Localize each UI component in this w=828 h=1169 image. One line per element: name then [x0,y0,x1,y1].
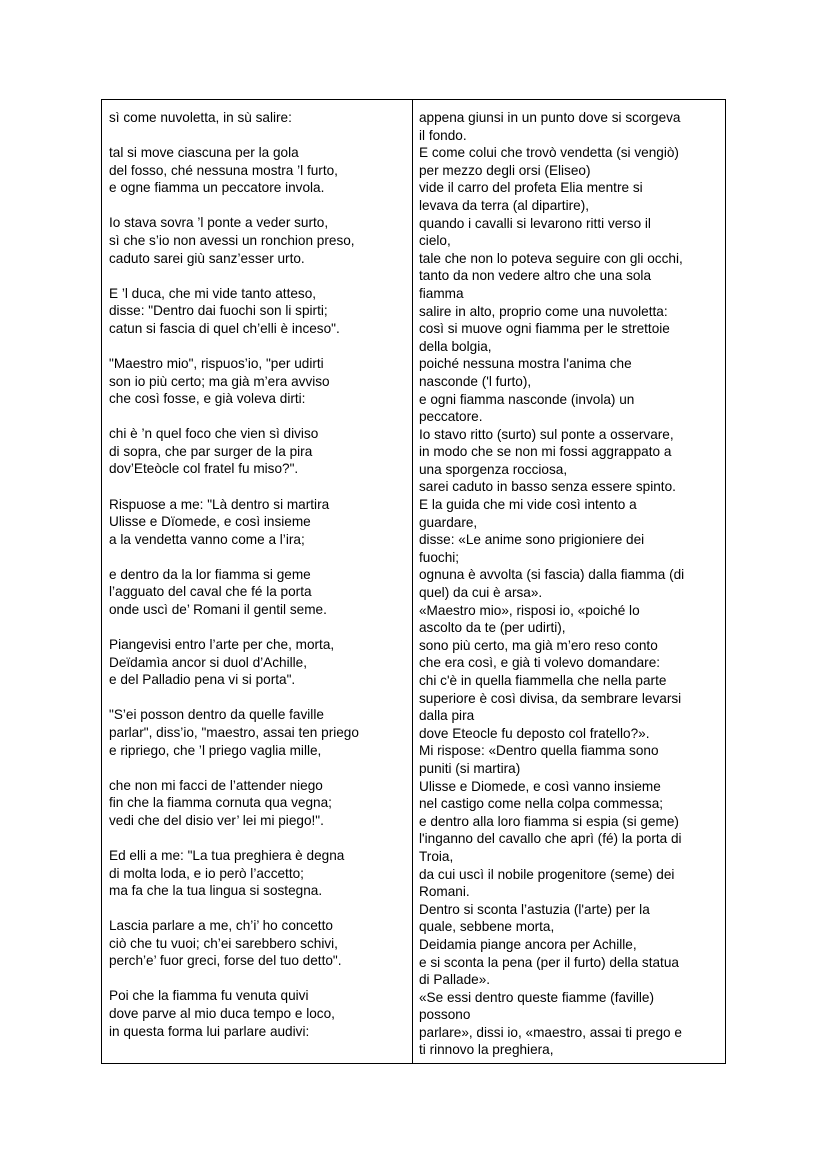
verse-line: e ogne fiamma un peccatore invola. [109,180,325,196]
verse-line: e dentro da la lor fiamma si geme [109,566,311,582]
paraphrase-line: tale che non lo poteva seguire con gli occhi, [419,250,683,266]
verse-line: tal si move ciascuna per la gola [109,145,299,161]
paraphrase-line: appena giunsi in un punto dove si scorgeva [419,110,681,125]
paraphrase-line: e ogni fiamma nasconde (invola) un [419,391,635,407]
paraphrase-line: che era così, e già ti volevo domandare: [419,655,661,671]
paraphrase-line: fuochi; [419,549,460,565]
paraphrase-line: peccatore. [419,409,483,425]
paraphrase-line: E la guida che mi vide così intento a [419,497,637,513]
paraphrase-line: sarei caduto in basso senza essere spinto. [419,479,676,495]
paraphrase-line: guardare, [419,514,478,530]
verse-line: di molta loda, e io però l’accetto; [109,865,304,881]
verse-line: dove parve al mio duca tempo e loco, [109,1006,335,1022]
paraphrase-line: superiore è così divisa, da sembrare levarsi [419,690,682,706]
paraphrase-line: per mezzo degli orsi (Eliseo) [419,162,591,178]
verse-line: in questa forma lui parlare audivi: [109,1023,310,1039]
verse-line: parlar", diss’io, "maestro, assai ten priego [109,724,359,740]
tercet [109,566,406,619]
verse-line: Piangevisi entro l’arte per che, morta, [109,637,335,653]
paraphrase-line: Deidamia piange ancora per Achille, [419,936,637,952]
verse-line: onde uscì de’ Romani il gentil seme. [109,601,327,617]
paraphrase-line: levava da terra (al dipartire), [419,197,589,213]
verse-line: E ’l duca, che mi vide tanto atteso, [109,285,317,301]
paraphrase-line: puniti (si martira) [419,760,521,776]
paraphrase-column [413,100,725,1063]
paraphrase-line: «Se essi dentro queste fiamme (faville) [419,989,654,1005]
tercet [109,285,406,338]
verse-line: Rispuose a me: "Là dentro si martira [109,496,330,512]
paraphrase-line: ascolto da te (per udirti), [419,620,566,636]
paraphrase-line: quel) da cui è arsa». [419,585,543,601]
tercet [109,214,406,267]
paraphrase-line: parlare», dissi io, «maestro, assai ti prego e [419,1024,682,1040]
tercet [109,109,406,127]
paraphrase-line: dove Eteocle fu deposto col fratello?». [419,725,650,741]
paraphrase-line: così si muove ogni fiamma per le strettoie [419,321,670,337]
paraphrase-line: Troia, [419,848,454,864]
paraphrase-line: nel castigo come nella colpa commessa; [419,796,664,812]
paraphrase-line: salire in alto, proprio come una nuvoletta: [419,303,668,319]
paraphrase-line: poiché nessuna mostra l'anima che [419,356,632,372]
verse-line: Ed elli a me: "La tua preghiera è degna [109,847,345,863]
paraphrase-line: quale, sebbene morta, [419,919,555,935]
paraphrase-line: dalla pira [419,708,475,724]
tercet [109,425,406,478]
verse-comparison-table [101,99,726,1064]
paraphrase-line: nasconde ('l furto), [419,373,532,389]
paraphrase-line: Ulisse e Diomede, e così vanno insieme [419,778,661,794]
paraphrase-line: sono più certo, ma già m’ero reso conto [419,637,658,653]
verse-line: caduto sarei giù sanz’esser urto. [109,250,305,266]
verse-line: ciò che tu vuoi; ch’ei sarebbero schivi, [109,935,338,951]
verse-line: dov’Eteòcle col fratel fu miso?". [109,461,299,477]
paraphrase-line: e dentro alla loro fiamma si espia (si geme) [419,813,679,829]
tercet [109,987,406,1040]
verse-line: e ripriego, che ’l priego vaglia mille, [109,742,322,758]
paraphrase-line: fiamma [419,285,464,301]
paraphrase-line: Romani. [419,884,470,900]
paraphrase-line: della bolgia, [419,338,492,354]
verse-line: Lascia parlare a me, ch’i’ ho concetto [109,918,333,934]
verse-line: Ulisse e Dïomede, e così insieme [109,514,311,530]
verse-line: sì come nuvoletta, in sù salire: [109,110,292,125]
paraphrase-line: quando i cavalli si levarono ritti verso il [419,215,651,231]
verse-line: disse: "Dentro dai fuochi son li spirti; [109,303,328,319]
paraphrase-line: chi c'è in quella fiammella che nella parte [419,673,667,688]
verse-line: perch’e’ fuor greci, forse del tuo detto". [109,953,342,969]
verse-line: che non mi facci de l’attender niego [109,777,323,793]
paraphrase-line: tanto da non vedere altro che una sola [419,268,652,284]
paraphrase-line: ti rinnovo la preghiera, [419,1042,554,1058]
verse-line: sì che s’io non avessi un ronchion preso, [109,232,355,248]
tercet [109,496,406,549]
tercet [109,847,406,900]
tercet [109,636,406,689]
paraphrase-line: cielo, [419,233,451,249]
verse-line: fin che la fiamma cornuta qua vegna; [109,795,332,811]
tercet [109,355,406,408]
tercet [109,144,406,197]
verse-line: che così fosse, e già voleva dirti: [109,391,306,407]
verse-line: Poi che la fiamma fu venuta quivi [109,988,309,1004]
paraphrase-line: l'inganno del cavallo che aprì (fé) la porta di [419,831,682,847]
paraphrase-line: Dentro si sconta l’astuzia (l'arte) per la [419,901,650,917]
original-text-column [102,100,413,1063]
verse-line: chi è ’n quel foco che vien sì diviso [109,426,319,442]
verse-line: son io più certo; ma già m’era avviso [109,373,330,389]
paraphrase-line: Io stavo ritto (surto) sul ponte a osservare, [419,426,674,442]
verse-line: "S’ei posson dentro da quelle faville [109,707,324,723]
verse-line: e del Palladio pena vi si porta". [109,672,296,688]
paraphrase-line: e si sconta la pena (per il furto) della statua [419,954,679,970]
paraphrase-line: vide il carro del profeta Elia mentre si [419,180,643,196]
tercet [109,706,406,759]
paraphrase-line: ognuna è avvolta (si fascia) dalla fiamma (di [419,567,685,583]
verse-line: del fosso, ché nessuna mostra ’l furto, [109,162,338,178]
paraphrase-line: da cui uscì il nobile progenitore (seme) dei [419,866,675,882]
verse-line: "Maestro mio", rispuos’io, "per udirti [109,355,324,371]
paraphrase-line: in modo che se non mi fossi aggrappato a [419,444,672,460]
verse-line: Io stava sovra ’l ponte a veder surto, [109,215,329,231]
verse-line: ma fa che la tua lingua si sostegna. [109,883,323,899]
paraphrase-line: Mi rispose: «Dentro quella fiamma sono [419,743,659,759]
tercet [109,917,406,970]
verse-line: Deïdamìa ancor si duol d’Achille, [109,654,307,670]
paraphrase-line: disse: «Le anime sono prigioniere dei [419,532,645,548]
verse-line: vedi che del disio ver’ lei mi piego!". [109,812,324,828]
paraphrase-line: il fondo. [419,127,467,143]
verse-line: catun si fascia di quel ch’elli è inceso". [109,320,340,336]
paraphrase-line: di Pallade». [419,972,491,988]
verse-line: l’agguato del caval che fé la porta [109,584,312,600]
paraphrase-line: possono [419,1007,471,1023]
paraphrase-line: E come colui che trovò vendetta (si vengiò) [419,145,679,161]
tercet [109,777,406,830]
verse-line: di sopra, che par surger de la pira [109,443,313,459]
paraphrase-line: «Maestro mio», risposi io, «poiché lo [419,602,640,618]
verse-line: a la vendetta vanno come a l’ira; [109,531,305,547]
paraphrase-line: una sporgenza rocciosa, [419,461,568,477]
